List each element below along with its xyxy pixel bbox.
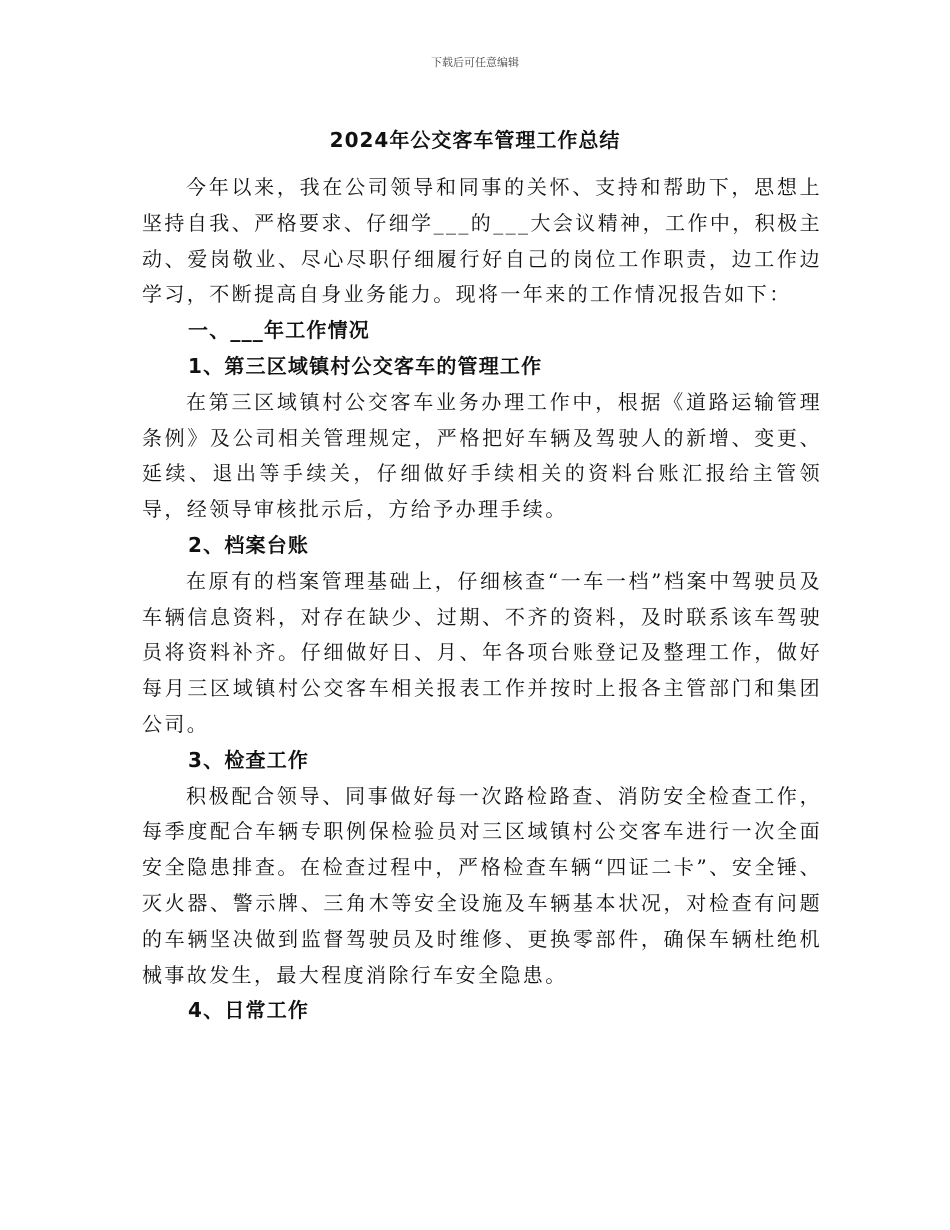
paragraph: 积极配合领导、同事做好每一次路检路查、消防安全检查工作，每季度配合车辆专职例保检验员对三区域镇村公交客车进行一次全面安全隐患排查。在检查过程中，严格检查车辆“四证二卡”、安全锤、灭火器、警示牌、三角木等安全设施及车辆基本状况，对检查有问题的车辆坚决做到监督驾驶员及时维修、更换零部件，确保车辆杜绝机械事故发生，最大程度消除行车安全隐患。 bbox=[142, 783, 822, 987]
header-note: 下载后可任意编辑 bbox=[431, 56, 519, 69]
section-heading: 3、检查工作 bbox=[188, 747, 310, 772]
document-title: 2024年公交客车管理工作总结 bbox=[329, 128, 621, 152]
section-heading: 2、档案台账 bbox=[188, 532, 310, 557]
paragraph: 在第三区域镇村公交客车业务办理工作中，根据《道路运输管理条例》及公司相关管理规定，严格把好车辆及驾驶人的新增、变更、延续、退出等手续关，仔细做好手续相关的资料台账汇报给主管领导，经领导审核批示后，方给予办理手续。 bbox=[142, 389, 822, 522]
section-heading: 4、日常工作 bbox=[188, 998, 310, 1023]
document-body bbox=[142, 170, 822, 1029]
paragraph: 在原有的档案管理基础上，仔细核查“一车一档”档案中驾驶员及车辆信息资料，对存在缺少、过期、不齐的资料，及时联系该车驾驶员将资料补齐。仔细做好日、月、年各项台账登记及整理工作，做好每月三区域镇村公交客车相关报表工作并按时上报各主管部门和集团公司。 bbox=[142, 568, 822, 736]
paragraph: 今年以来，我在公司领导和同事的关怀、支持和帮助下，思想上坚持自我、严格要求、仔细学___的___大会议精神，工作中，积极主动、爱岗敬业、尽心尽职仔细履行好自己的岗位工作职责，边工作边学习，不断提高自身业务能力。现将一年来的工作情况报告如下： bbox=[142, 175, 822, 307]
section-heading: 一、___年工作情况 bbox=[188, 318, 370, 343]
section-heading: 1、第三区域镇村公交客车的管理工作 bbox=[188, 353, 543, 378]
